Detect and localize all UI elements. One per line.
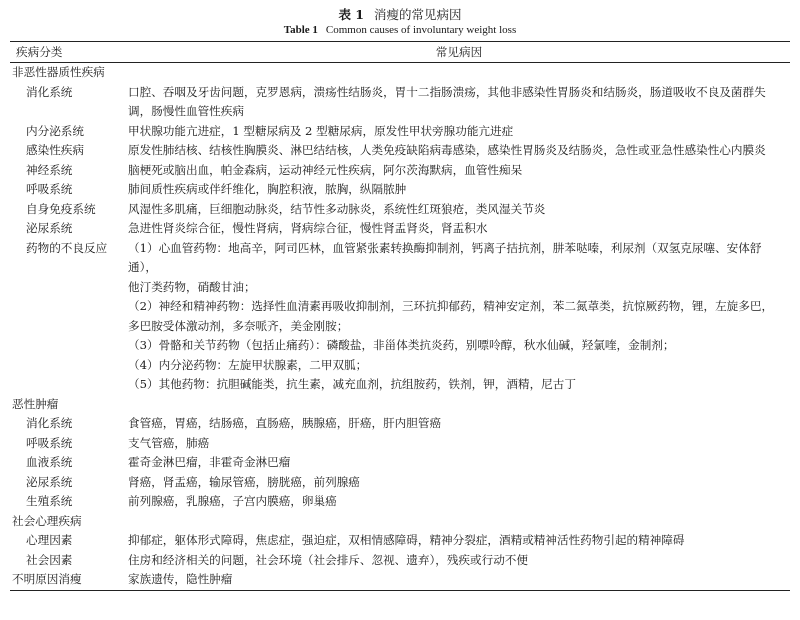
causes-cell: 家族遗传，隐性肿瘤 xyxy=(128,572,233,586)
drug-line: （4）内分泌药物：左旋甲状腺素，二甲双胍； xyxy=(128,357,368,372)
table-title-cn xyxy=(10,6,790,23)
table-row xyxy=(10,219,790,239)
causes-cell: 住房和经济相关的问题，社会环境（社会排斥、忽视、遗弃），残疾或行动不便 xyxy=(128,552,528,567)
table-row xyxy=(10,551,790,571)
causes-cell: 口腔、吞咽及牙齿问题，克罗恩病，溃疡性结肠炎，胃十二指肠溃疡，其他非感染性胃肠炎和结肠炎，肠道吸收不良及菌群失调，肠慢性血管性疾病 xyxy=(128,84,766,118)
causes-cell: 原发性肺结核、结核性胸膜炎、淋巴结结核，人类免疫缺陷病毒感染，感染性胃肠炎及结肠炎，急性或亚急性感染性心内膜炎 xyxy=(128,143,766,157)
drug-line: 多巴胺受体激动剂，多奈哌齐，美金刚胺； xyxy=(128,318,349,333)
causes-cell: 脑梗死或脑出血，帕金森病，运动神经元性疾病，阿尔茨海默病，血管性痴呆 xyxy=(128,162,523,177)
drug-line: （5）其他药物：抗胆碱能类，抗生素，减充血剂，抗组胺药，铁剂，钾，酒精，尼古丁 xyxy=(128,377,576,391)
causes-table-body xyxy=(10,63,790,590)
category-cell: 泌尿系统 xyxy=(26,221,73,235)
bottom-rule xyxy=(10,590,790,591)
category-cell: 心理因素 xyxy=(26,533,73,547)
table-title-en xyxy=(10,23,790,38)
category-cell: 不明原因消瘦 xyxy=(12,572,82,586)
category-cell: 生殖系统 xyxy=(26,494,73,508)
causes-cell: 抑郁症，躯体形式障碍，焦虑症，强迫症，双相情感障碍，精神分裂症，酒精或精神活性药物引起的精神障碍 xyxy=(128,533,685,547)
category-cell: 社会因素 xyxy=(26,552,73,567)
table-row xyxy=(10,531,790,551)
table-row xyxy=(10,453,790,473)
causes-cell: 风湿性多肌痛，巨细胞动脉炎，结节性多动脉炎，系统性红斑狼疮，类风湿关节炎 xyxy=(128,201,546,216)
category-cell: 自身免疫系统 xyxy=(26,201,96,216)
category-cell: 内分泌系统 xyxy=(26,123,84,138)
category-cell: 感染性疾病 xyxy=(26,143,84,157)
header-category: 疾病分类 xyxy=(16,45,63,59)
group-label: 社会心理疾病 xyxy=(12,513,82,528)
causes-cell: 霍奇金淋巴瘤，非霍奇金淋巴瘤 xyxy=(128,455,291,469)
table-row xyxy=(10,180,790,200)
table-row xyxy=(10,200,790,220)
table-row xyxy=(10,83,790,122)
drug-line: （3）骨骼和关节药物（包括止痛药）：磷酸盐，非甾体类抗炎药，别嘌呤醇，秋水仙碱，羟氯喹，金制剂； xyxy=(128,338,675,352)
causes-cell: 前列腺癌，乳腺癌，子宫内膜癌，卵巢癌 xyxy=(128,494,337,508)
drug-line: 他汀类药物，硝酸甘油； xyxy=(128,279,256,294)
category-cell: 药物的不良反应 xyxy=(26,240,108,255)
table-row xyxy=(10,473,790,493)
category-cell: 神经系统 xyxy=(26,162,73,177)
category-cell: 消化系统 xyxy=(26,84,73,99)
table-row xyxy=(10,434,790,454)
drug-line: （2）神经和精神药物：选择性血清素再吸收抑制剂，三环抗抑郁药，精神安定剂，苯二氮䓬类，抗惊厥药物，锂，左旋多巴， xyxy=(128,299,774,313)
category-cell: 血液系统 xyxy=(26,455,73,469)
table-row xyxy=(10,161,790,181)
causes-table xyxy=(10,42,790,62)
group-row xyxy=(10,395,790,415)
drug-causes-cell xyxy=(128,239,790,395)
category-cell: 消化系统 xyxy=(26,416,73,430)
table-row xyxy=(10,141,790,161)
group-label: 非恶性器质性疾病 xyxy=(12,65,105,79)
table-row xyxy=(10,122,790,142)
group-row xyxy=(10,63,790,83)
causes-cell: 甲状腺功能亢进症，1 型糖尿病及 2 型糖尿病，原发性甲状旁腺功能亢进症 xyxy=(128,123,514,138)
drug-line: （1）心血管药物：地高辛，阿司匹林，血管紧张素转换酶抑制剂，钙离子拮抗剂，肼苯哒嗪，利尿剂（双氢克尿噻、安体舒通）， xyxy=(128,240,762,274)
table-row xyxy=(10,492,790,512)
table-title-en-text: Common causes of involuntary weight loss xyxy=(325,24,517,36)
causes-cell: 肺间质性疾病或伴纤维化，胸腔积液，脓胸，纵隔脓肿 xyxy=(128,182,407,196)
causes-cell: 肾癌，肾盂癌，输尿管癌，膀胱癌，前列腺癌 xyxy=(128,474,360,489)
causes-cell: 急进性肾炎综合征，慢性肾病，肾病综合征，慢性肾盂肾炎，肾盂积水 xyxy=(128,221,488,235)
table-row-unknown xyxy=(10,570,790,590)
causes-cell: 食管癌，胃癌，结肠癌，直肠癌，胰腺癌，肝癌，肝内胆管癌 xyxy=(128,416,442,430)
table-label-cn: 表 1 xyxy=(338,7,365,22)
category-cell: 呼吸系统 xyxy=(26,435,73,450)
group-label: 恶性肿瘤 xyxy=(12,396,59,411)
table-row-drugs xyxy=(10,239,790,395)
causes-cell: 支气管癌，肺癌 xyxy=(128,435,210,450)
header-causes: 常见病因 xyxy=(435,45,483,59)
group-row xyxy=(10,512,790,532)
table-title-cn-text: 消瘦的常见病因 xyxy=(374,7,462,22)
category-cell: 泌尿系统 xyxy=(26,474,73,489)
header-row xyxy=(10,42,790,62)
table-row xyxy=(10,414,790,434)
category-cell: 呼吸系统 xyxy=(26,182,73,196)
table-label-en: Table 1 xyxy=(283,24,318,36)
